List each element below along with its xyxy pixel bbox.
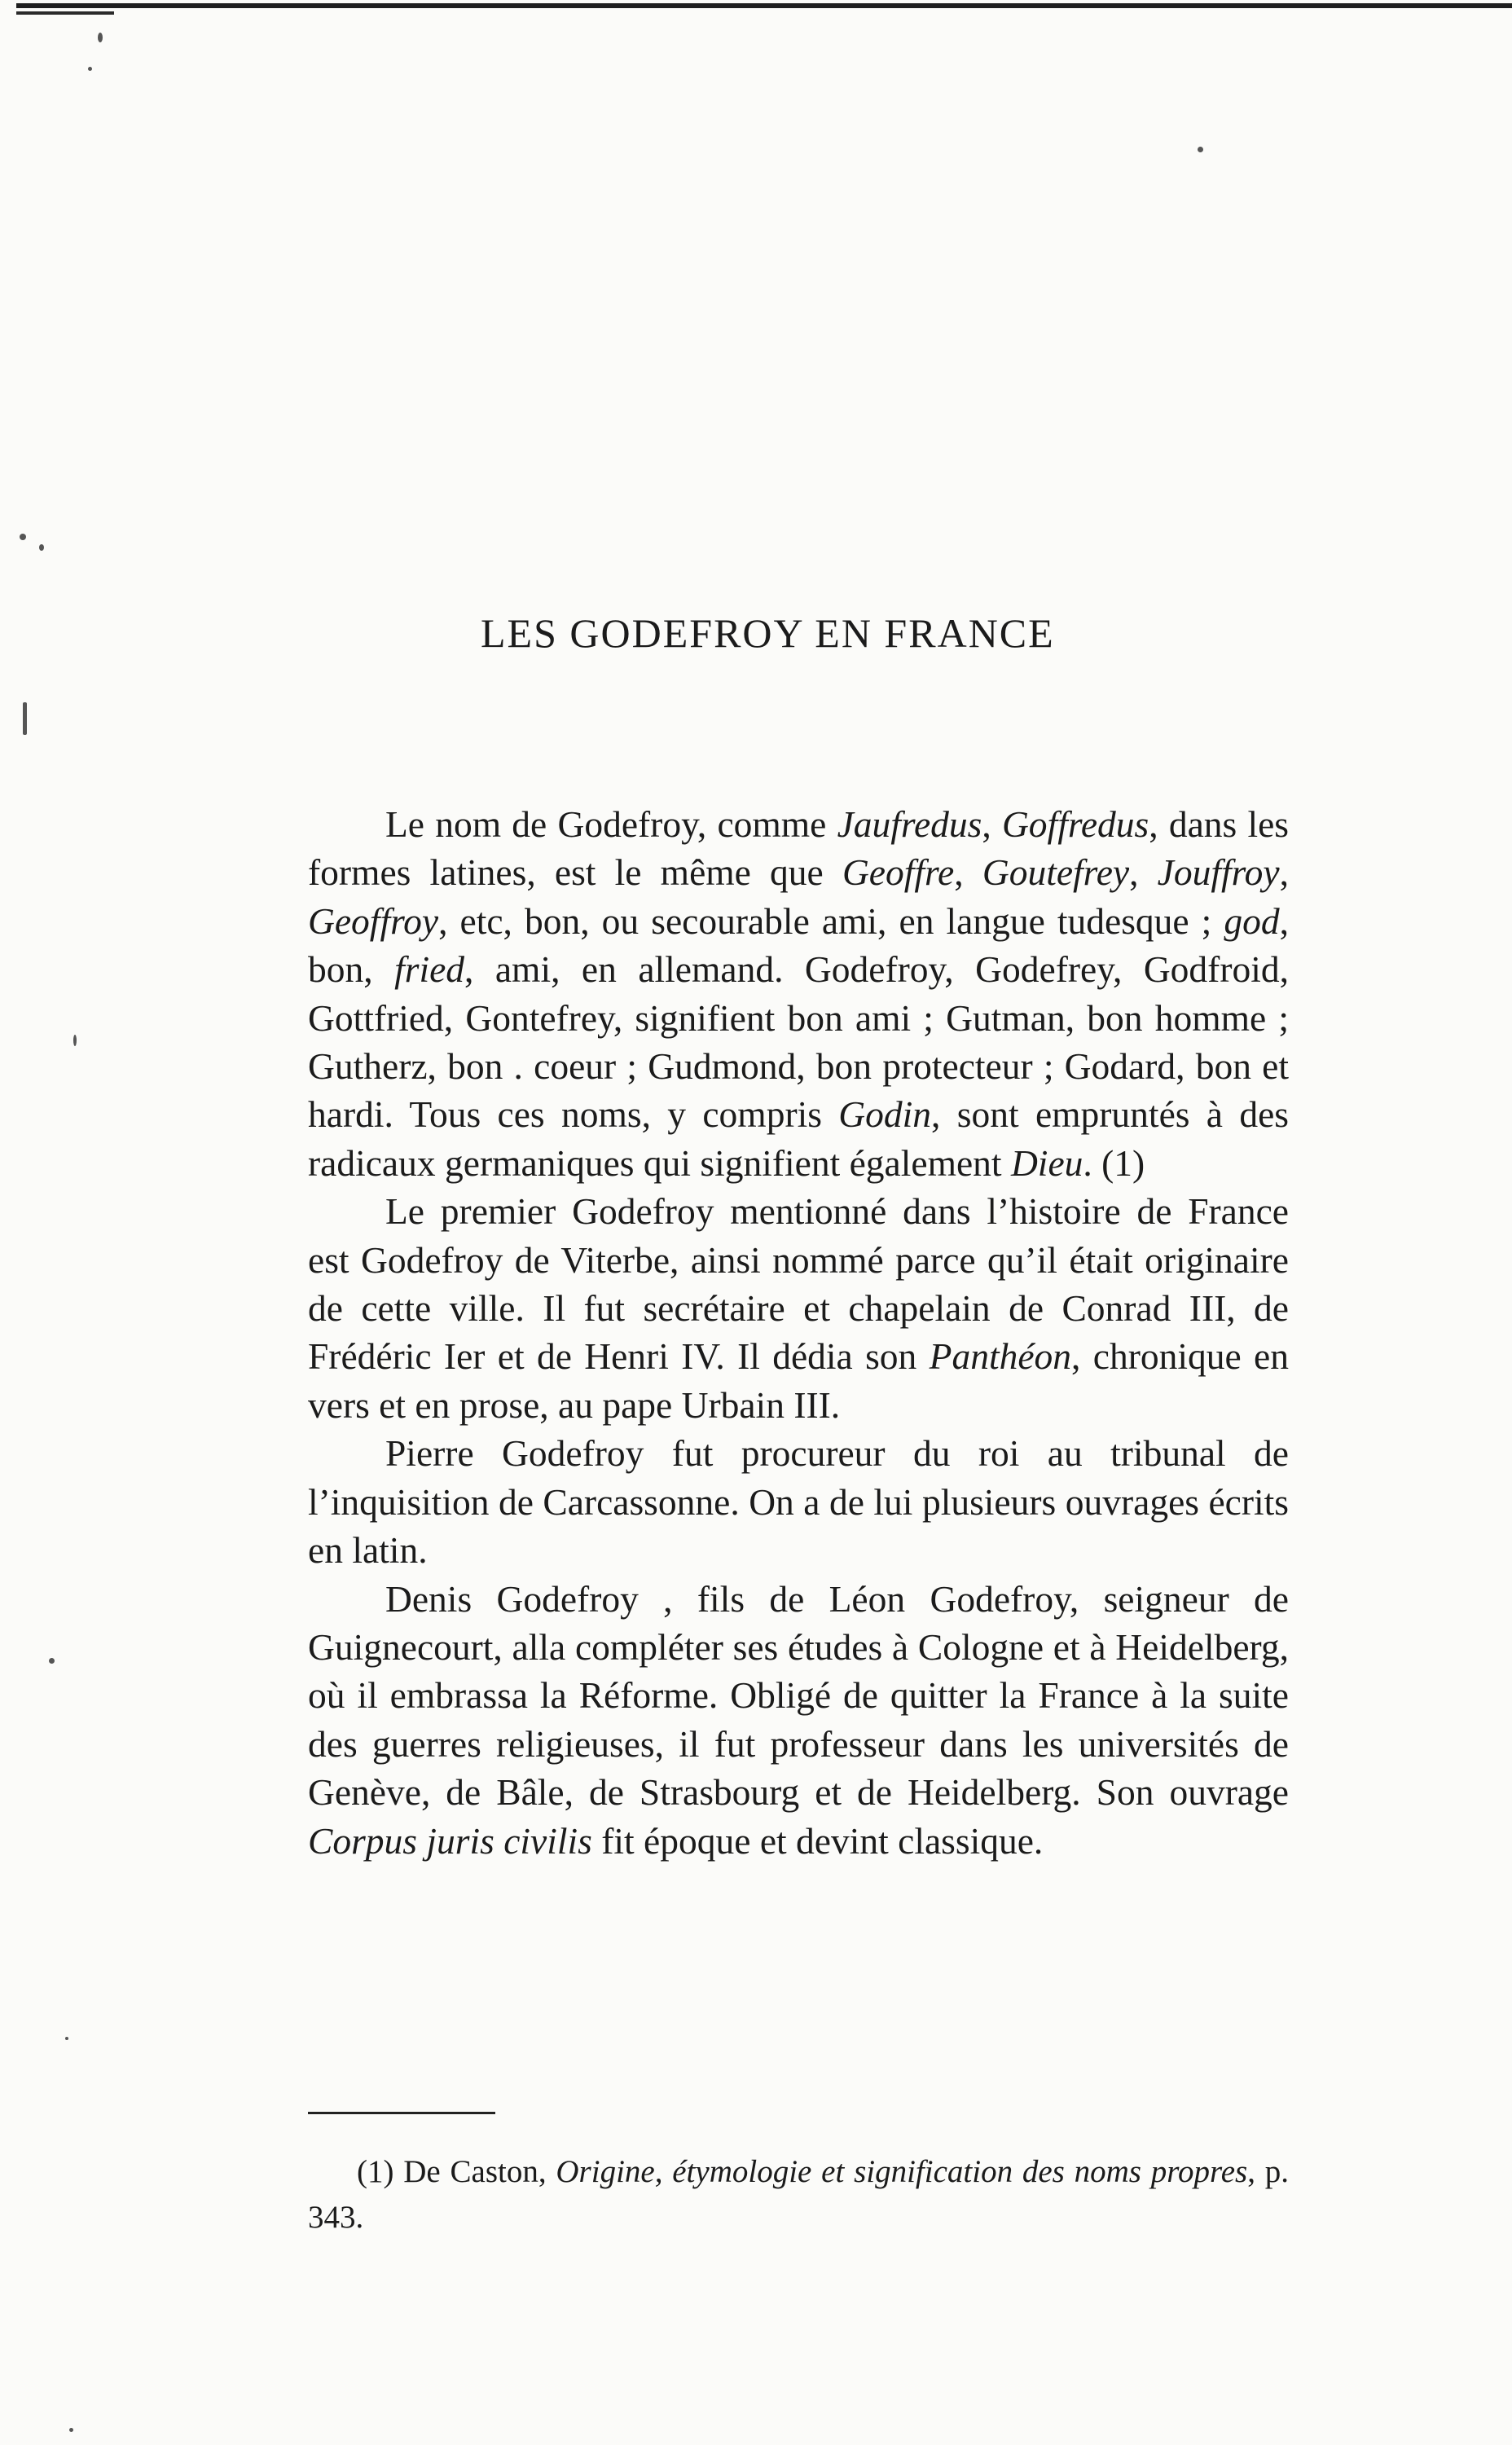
footnote-separator — [308, 2112, 495, 2114]
footnote-reference: . (1) — [1083, 1141, 1145, 1184]
top-border-line — [16, 3, 1512, 8]
body-text — [308, 800, 1289, 1865]
paragraph-1: Le nom de Godefroy, comme Jaufredus, Goffredus, dans les formes latines, est le même que Geoffre, Goutefrey, Jouffroy, Geoffroy, etc, bon, ou secourable ami, en langue tudesque ; god, bon, fried, ami, en allemand. Godefroy, Godefrey, Godfroid, Gottfried, Gontefrey, signifient bon ami ; Gutman, bon homme ; Gutherz, bon . coeur ; Gudmond, bon protecteur ; Godard, bon et hardi. Tous ces noms, y compris Godin, sont empruntés à des radicaux germaniques qui signifient également Dieu. (1) — [308, 803, 1290, 1184]
margin-speck — [49, 1658, 55, 1664]
margin-speck — [73, 1035, 77, 1046]
margin-speck — [39, 544, 44, 551]
page-title: LES GODEFROY EN FRANCE — [481, 610, 1055, 656]
margin-speck — [20, 534, 26, 540]
footnote: (1) De Caston, Origine, étymologie et signification des noms propres, p. 343. — [308, 2154, 1289, 2235]
margin-speck — [1198, 147, 1203, 152]
margin-speck — [98, 33, 103, 42]
paragraph-2: Le premier Godefroy mentionné dans l’histoire de France est Godefroy de Viterbe, ainsi nommé parce qu’il était originaire de cette ville. Il fut secrétaire et chapelain de Conrad III, de Frédéric Ier et de Henri IV. Il dédia son Panthéon, chronique en vers et en prose, au pape Urbain III. — [308, 1190, 1289, 1426]
paragraph-3: Pierre Godefroy fut procureur du roi au tribunal de l’inquisition de Carcassonne. On a de lui plusieurs ouvrages écrits en latin. — [308, 1432, 1289, 1572]
margin-speck — [23, 702, 27, 735]
paragraph-4: Denis Godefroy , fils de Léon Godefroy, seigneur de Guignecourt, alla compléter ses études à Cologne et à Heidelberg, où il embrassa la Réforme. Obligé de quitter la France à la suite des guerres religieuses, il fut professeur dans les universités de Genève, de Bâle, de Strasbourg et de Heidelberg. Son ouvrage Corpus juris civilis fit époque et devint classique. — [308, 1577, 1289, 1862]
margin-speck — [65, 2037, 68, 2040]
margin-speck — [88, 67, 92, 71]
margin-speck — [69, 2428, 73, 2432]
